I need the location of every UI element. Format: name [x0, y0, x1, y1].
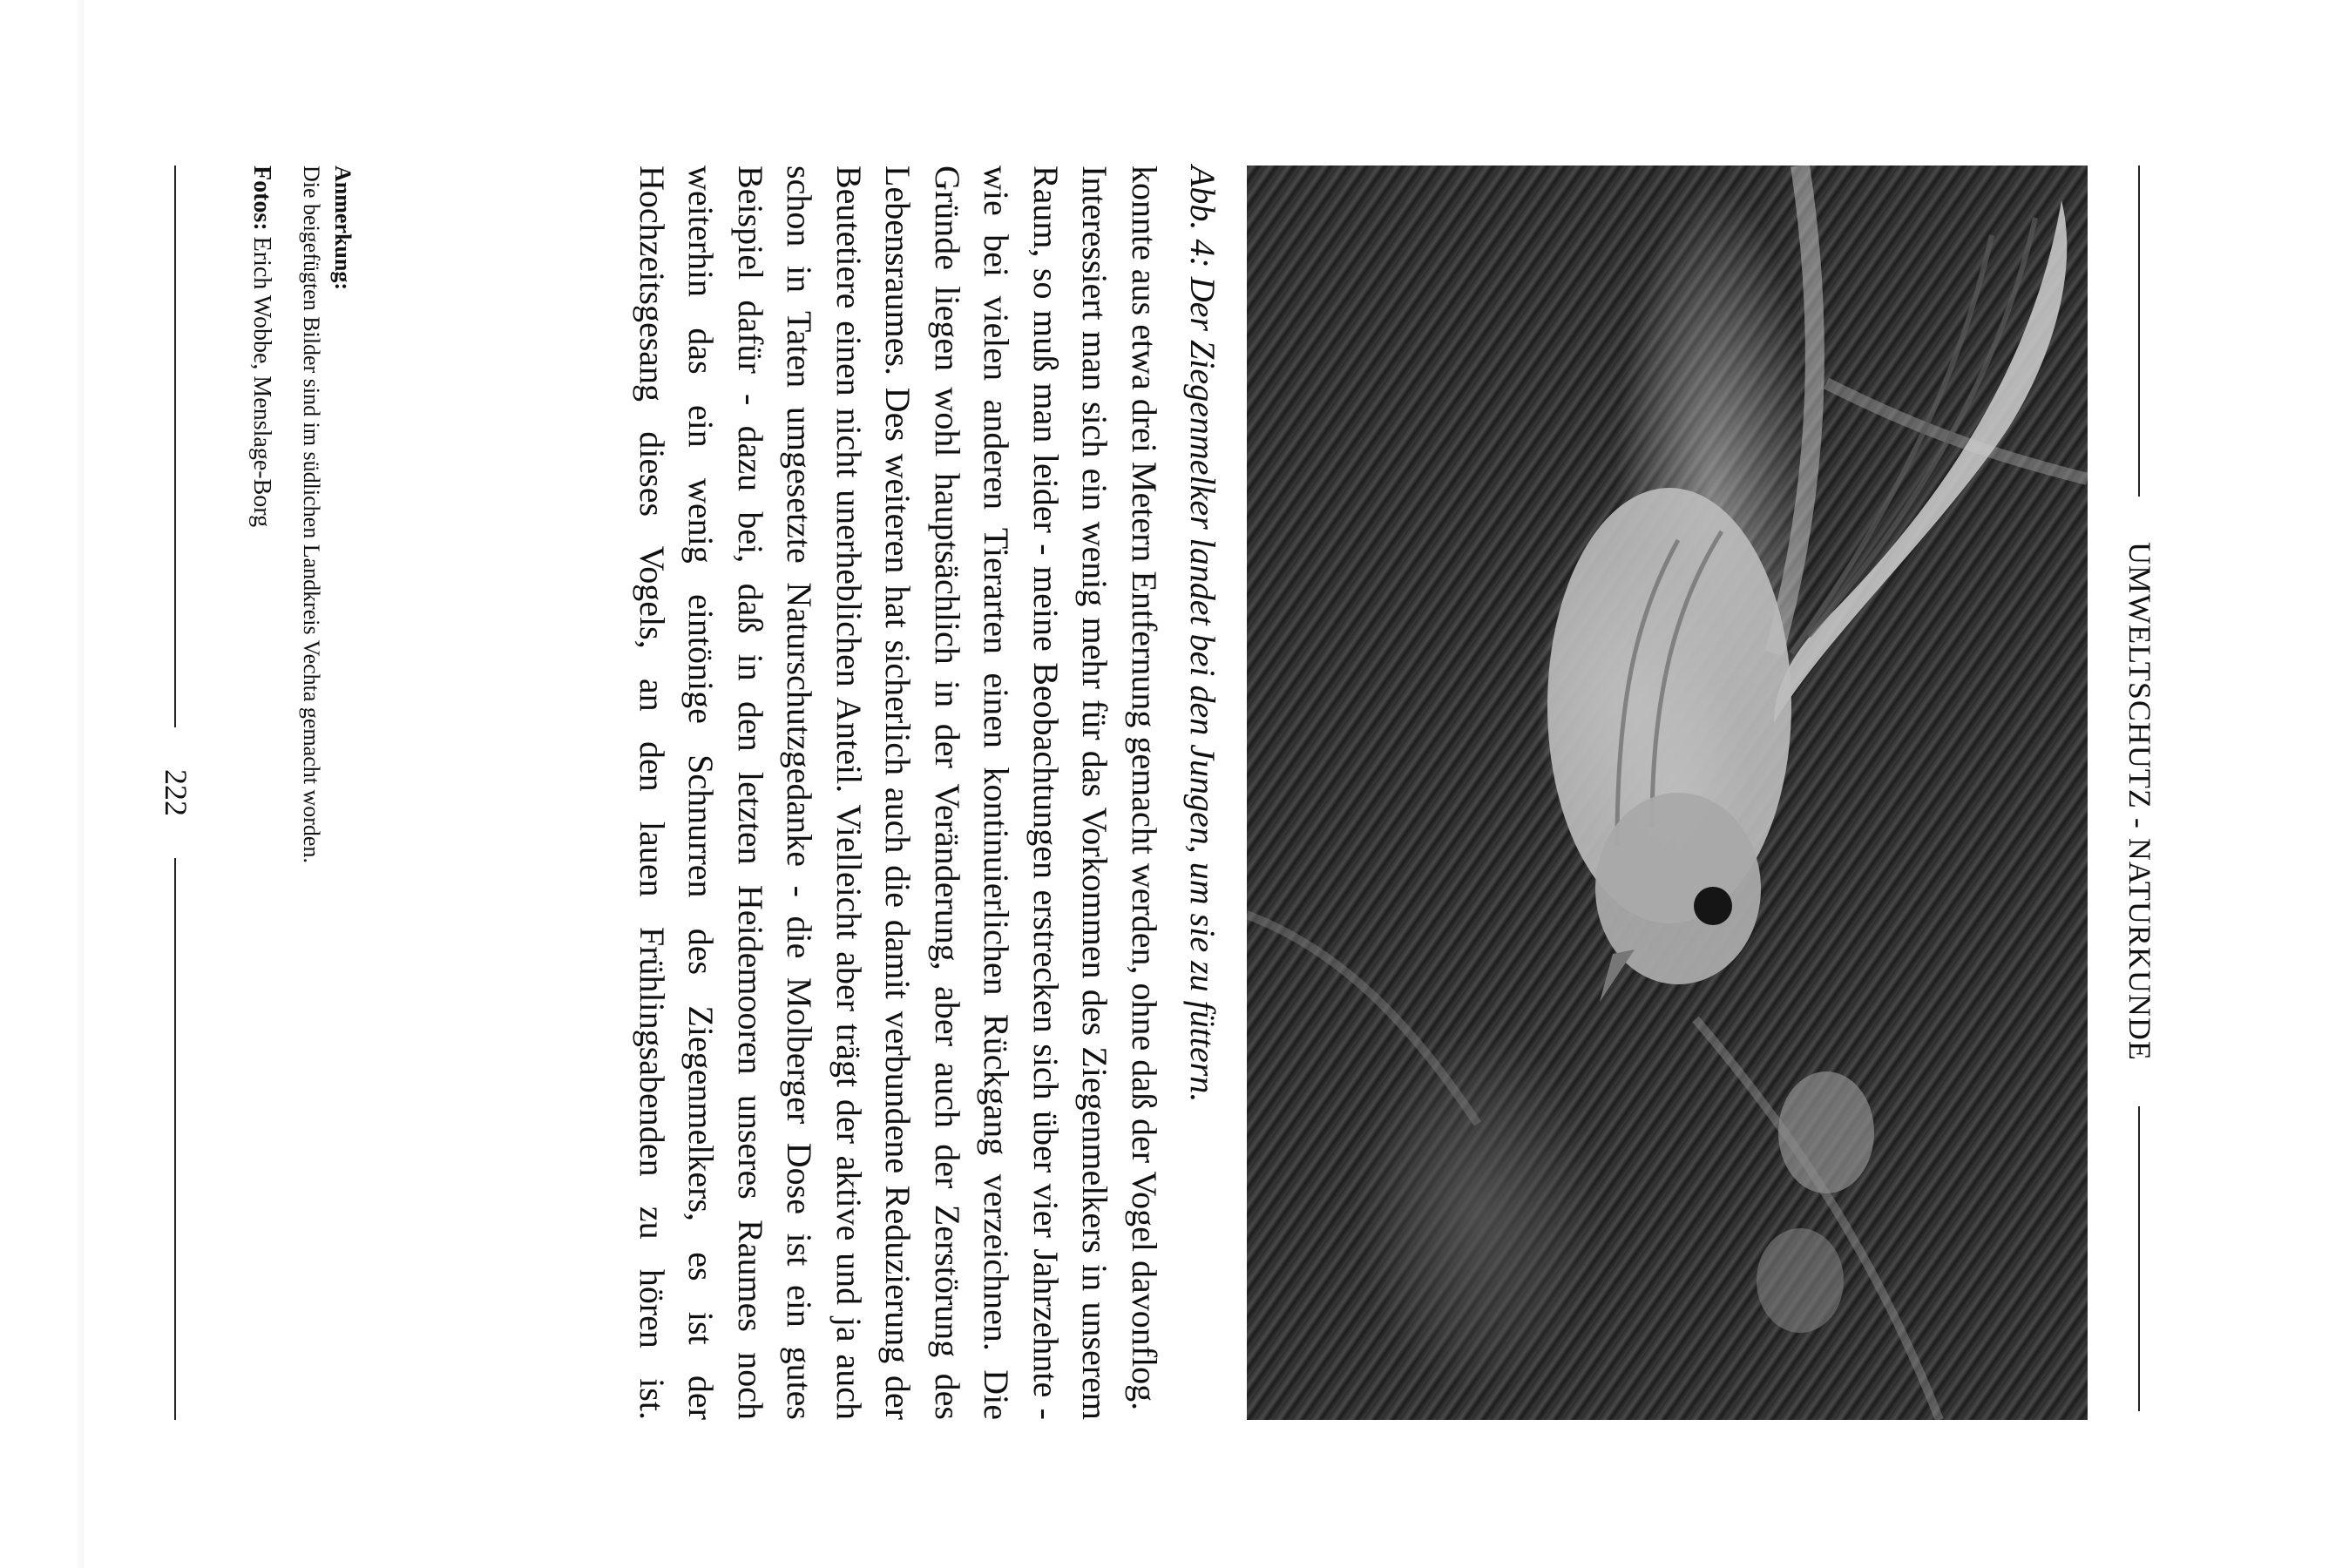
- header-rule-right: [2138, 1106, 2140, 1411]
- photo-credit-name: Erich Wobbe, Menslage-Borg: [248, 236, 275, 528]
- photo-credit: [246, 166, 277, 1420]
- header-title: UMWELTSCHUTZ - NATURKUNDE: [2122, 542, 2157, 1061]
- branch-shape: [1774, 166, 1815, 653]
- body-paragraph: Interessiert man sich ein wenig mehr für das Vorkommen des Ziegenmelkers in unserem Raum, so muß man leider - meine Beobachtungen erstrecken sich über vier Jahrzehnte - wie bei vielen anderen Tierarten einen kontinuierlichen Rückgang verzeichnen. Die Gründe liegen wohl hauptsächlich in der Veränderung, aber auch der Zerstörung des Lebensraumes. Des weiteren hat sicherlich auch die damit verbundene Reduzierung der Beutetiere einen nicht unerheblichen Anteil. Vielleicht aber trägt der aktive und ja auch schon in Taten umgesetzte Naturschutzgedanke - die Molberger Dose ist ein gutes Beispiel dafür - dazu bei, daß in den letzten Heidemooren unseres Raumes noch weiterhin das ein wenig eintönige Schnurren des Ziegenmelkers, es ist der Hochzeitsgesang dieses Vogels, an den lauen Frühlingsabenden zu hören ist.: [633, 166, 1115, 1420]
- figure-caption: Abb. 4: Der Ziegenmelker landet bei den Jungen, um sie zu füttern.: [1183, 166, 1222, 1103]
- body-paragraph: konnte aus etwa drei Metern Entfernung gemacht werden, ohne daß der Vogel davonflog.: [1125, 166, 1164, 1411]
- branch-shape: [1247, 915, 1478, 1124]
- article-body: [627, 166, 1169, 1420]
- footer-rule-right: [174, 858, 176, 1420]
- bird-eye: [1694, 887, 1732, 925]
- footer-rule-left: [174, 166, 176, 727]
- annotation-heading: Anmerkung:: [330, 166, 355, 291]
- chick: [1757, 1228, 1844, 1333]
- nightjar-photo: [1247, 166, 2088, 1420]
- page-number: 222: [159, 769, 193, 816]
- header-rule-left: [2138, 166, 2140, 497]
- annotation: [295, 166, 358, 1420]
- scan-edge: [75, 0, 84, 1568]
- running-header: [2121, 166, 2159, 1411]
- photo-credit-label: Fotos:: [248, 166, 275, 231]
- page-footer: [155, 166, 199, 1420]
- bird-beak: [1600, 950, 1635, 1002]
- annotation-text: Die beigefügten Bilder sind im südlichen Landkreis Vechta gemacht worden.: [299, 166, 324, 863]
- chick: [1778, 1071, 1874, 1193]
- nightjar-photo-illustration: [1247, 166, 2088, 1420]
